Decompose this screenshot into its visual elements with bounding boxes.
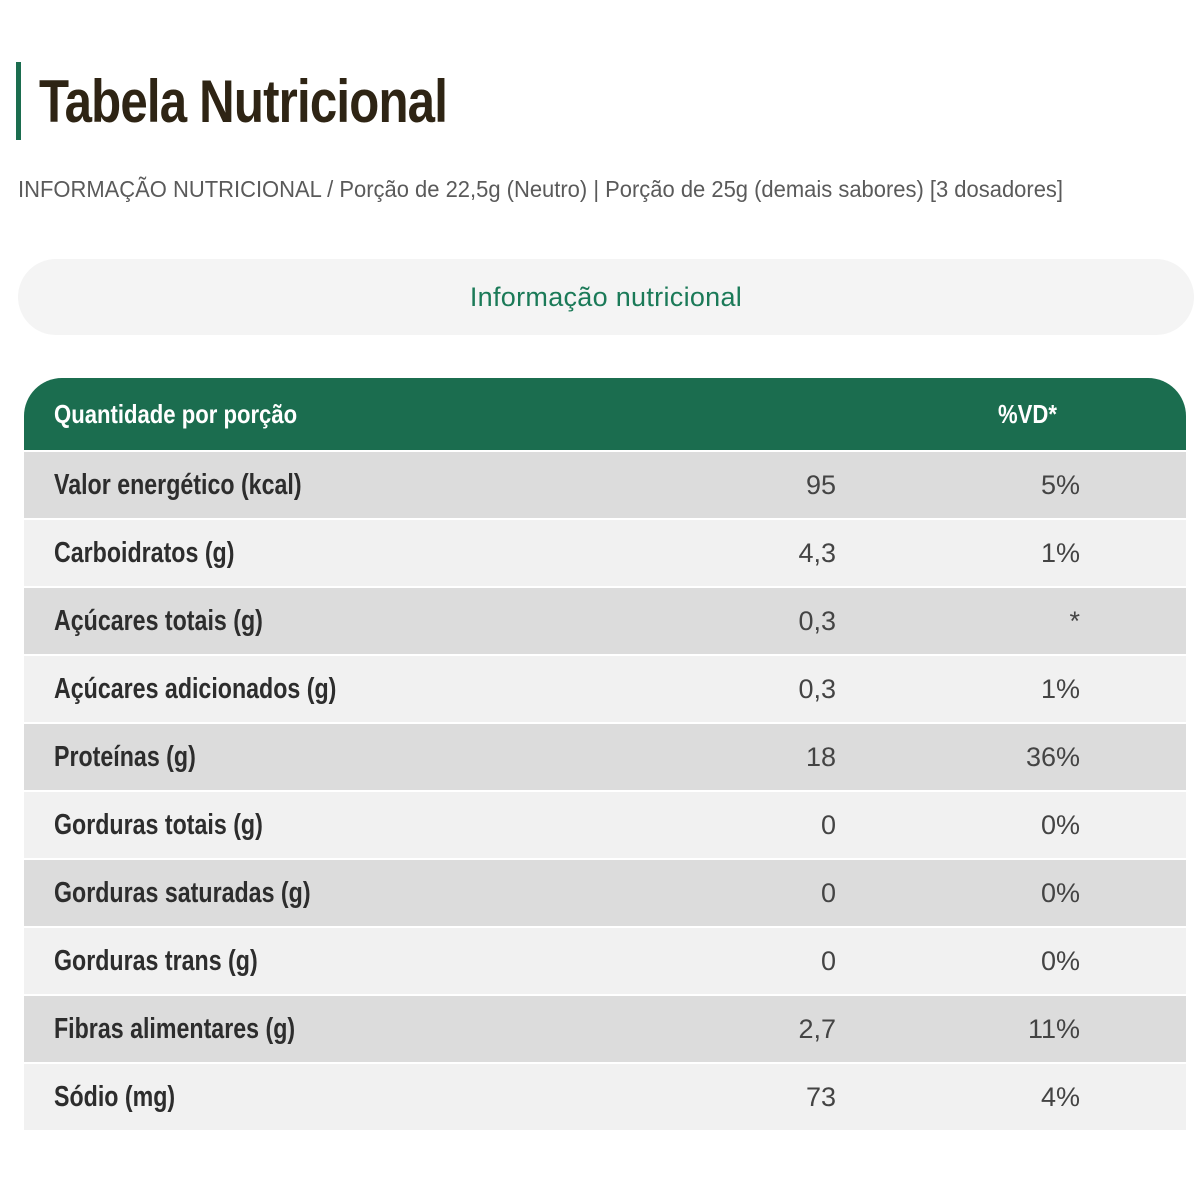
row-name: Valor energético (kcal): [54, 469, 302, 501]
tab-nutrition-info[interactable]: [18, 259, 1194, 335]
table-row: [24, 654, 1186, 722]
row-name: Gorduras totais (g): [54, 809, 263, 841]
table-row: [24, 926, 1186, 994]
row-vd: 4%: [1040, 1082, 1080, 1112]
row-vd: 11%: [1027, 1014, 1080, 1044]
row-vd: 0%: [1040, 946, 1080, 976]
nutrition-table: [24, 378, 1186, 1130]
title-accent-bar: [16, 62, 21, 140]
table-row: [24, 586, 1186, 654]
row-vd: 36%: [1025, 742, 1080, 772]
table-row: [24, 858, 1186, 926]
row-vd: 1%: [1040, 674, 1080, 704]
row-name: Carboidratos (g): [54, 537, 235, 569]
table-row: [24, 790, 1186, 858]
row-amount: 0: [820, 810, 836, 840]
row-vd: 1%: [1040, 538, 1080, 568]
row-amount: 0,3: [798, 606, 836, 636]
row-name: Gorduras saturadas (g): [54, 877, 311, 909]
row-name: Proteínas (g): [54, 741, 196, 773]
row-amount: 0: [820, 946, 836, 976]
row-vd: 0%: [1040, 878, 1080, 908]
row-amount: 0,3: [798, 674, 836, 704]
row-name: Gorduras trans (g): [54, 945, 258, 977]
table-row: [24, 722, 1186, 790]
row-vd: *: [1069, 606, 1080, 636]
page-title: Tabela Nutricional: [39, 67, 448, 135]
table-row: [24, 1062, 1186, 1130]
row-amount: 2,7: [798, 1014, 836, 1044]
row-amount: 4,3: [798, 538, 836, 568]
table-row: [24, 994, 1186, 1062]
row-vd: 0%: [1040, 810, 1080, 840]
header-vd: %VD*: [998, 399, 1057, 429]
row-amount: 18: [805, 742, 836, 772]
row-amount: 73: [805, 1082, 836, 1112]
header-quantity: Quantidade por porção: [54, 399, 298, 429]
table-header: [24, 378, 1186, 450]
page-header: [16, 62, 537, 140]
page-subtitle: INFORMAÇÃO NUTRICIONAL / Porção de 22,5g (Neutro) | Porção de 25g (demais sabores) [3 dosadores]: [18, 176, 1063, 202]
table-row: [24, 450, 1186, 518]
row-amount: 95: [805, 470, 836, 500]
row-name: Sódio (mg): [54, 1081, 176, 1113]
table-row: [24, 518, 1186, 586]
row-vd: 5%: [1040, 470, 1080, 500]
tab-label: Informação nutricional: [469, 281, 743, 312]
row-name: Fibras alimentares (g): [54, 1013, 296, 1045]
row-amount: 0: [820, 878, 836, 908]
row-name: Açúcares adicionados (g): [54, 673, 337, 705]
row-name: Açúcares totais (g): [54, 605, 263, 637]
